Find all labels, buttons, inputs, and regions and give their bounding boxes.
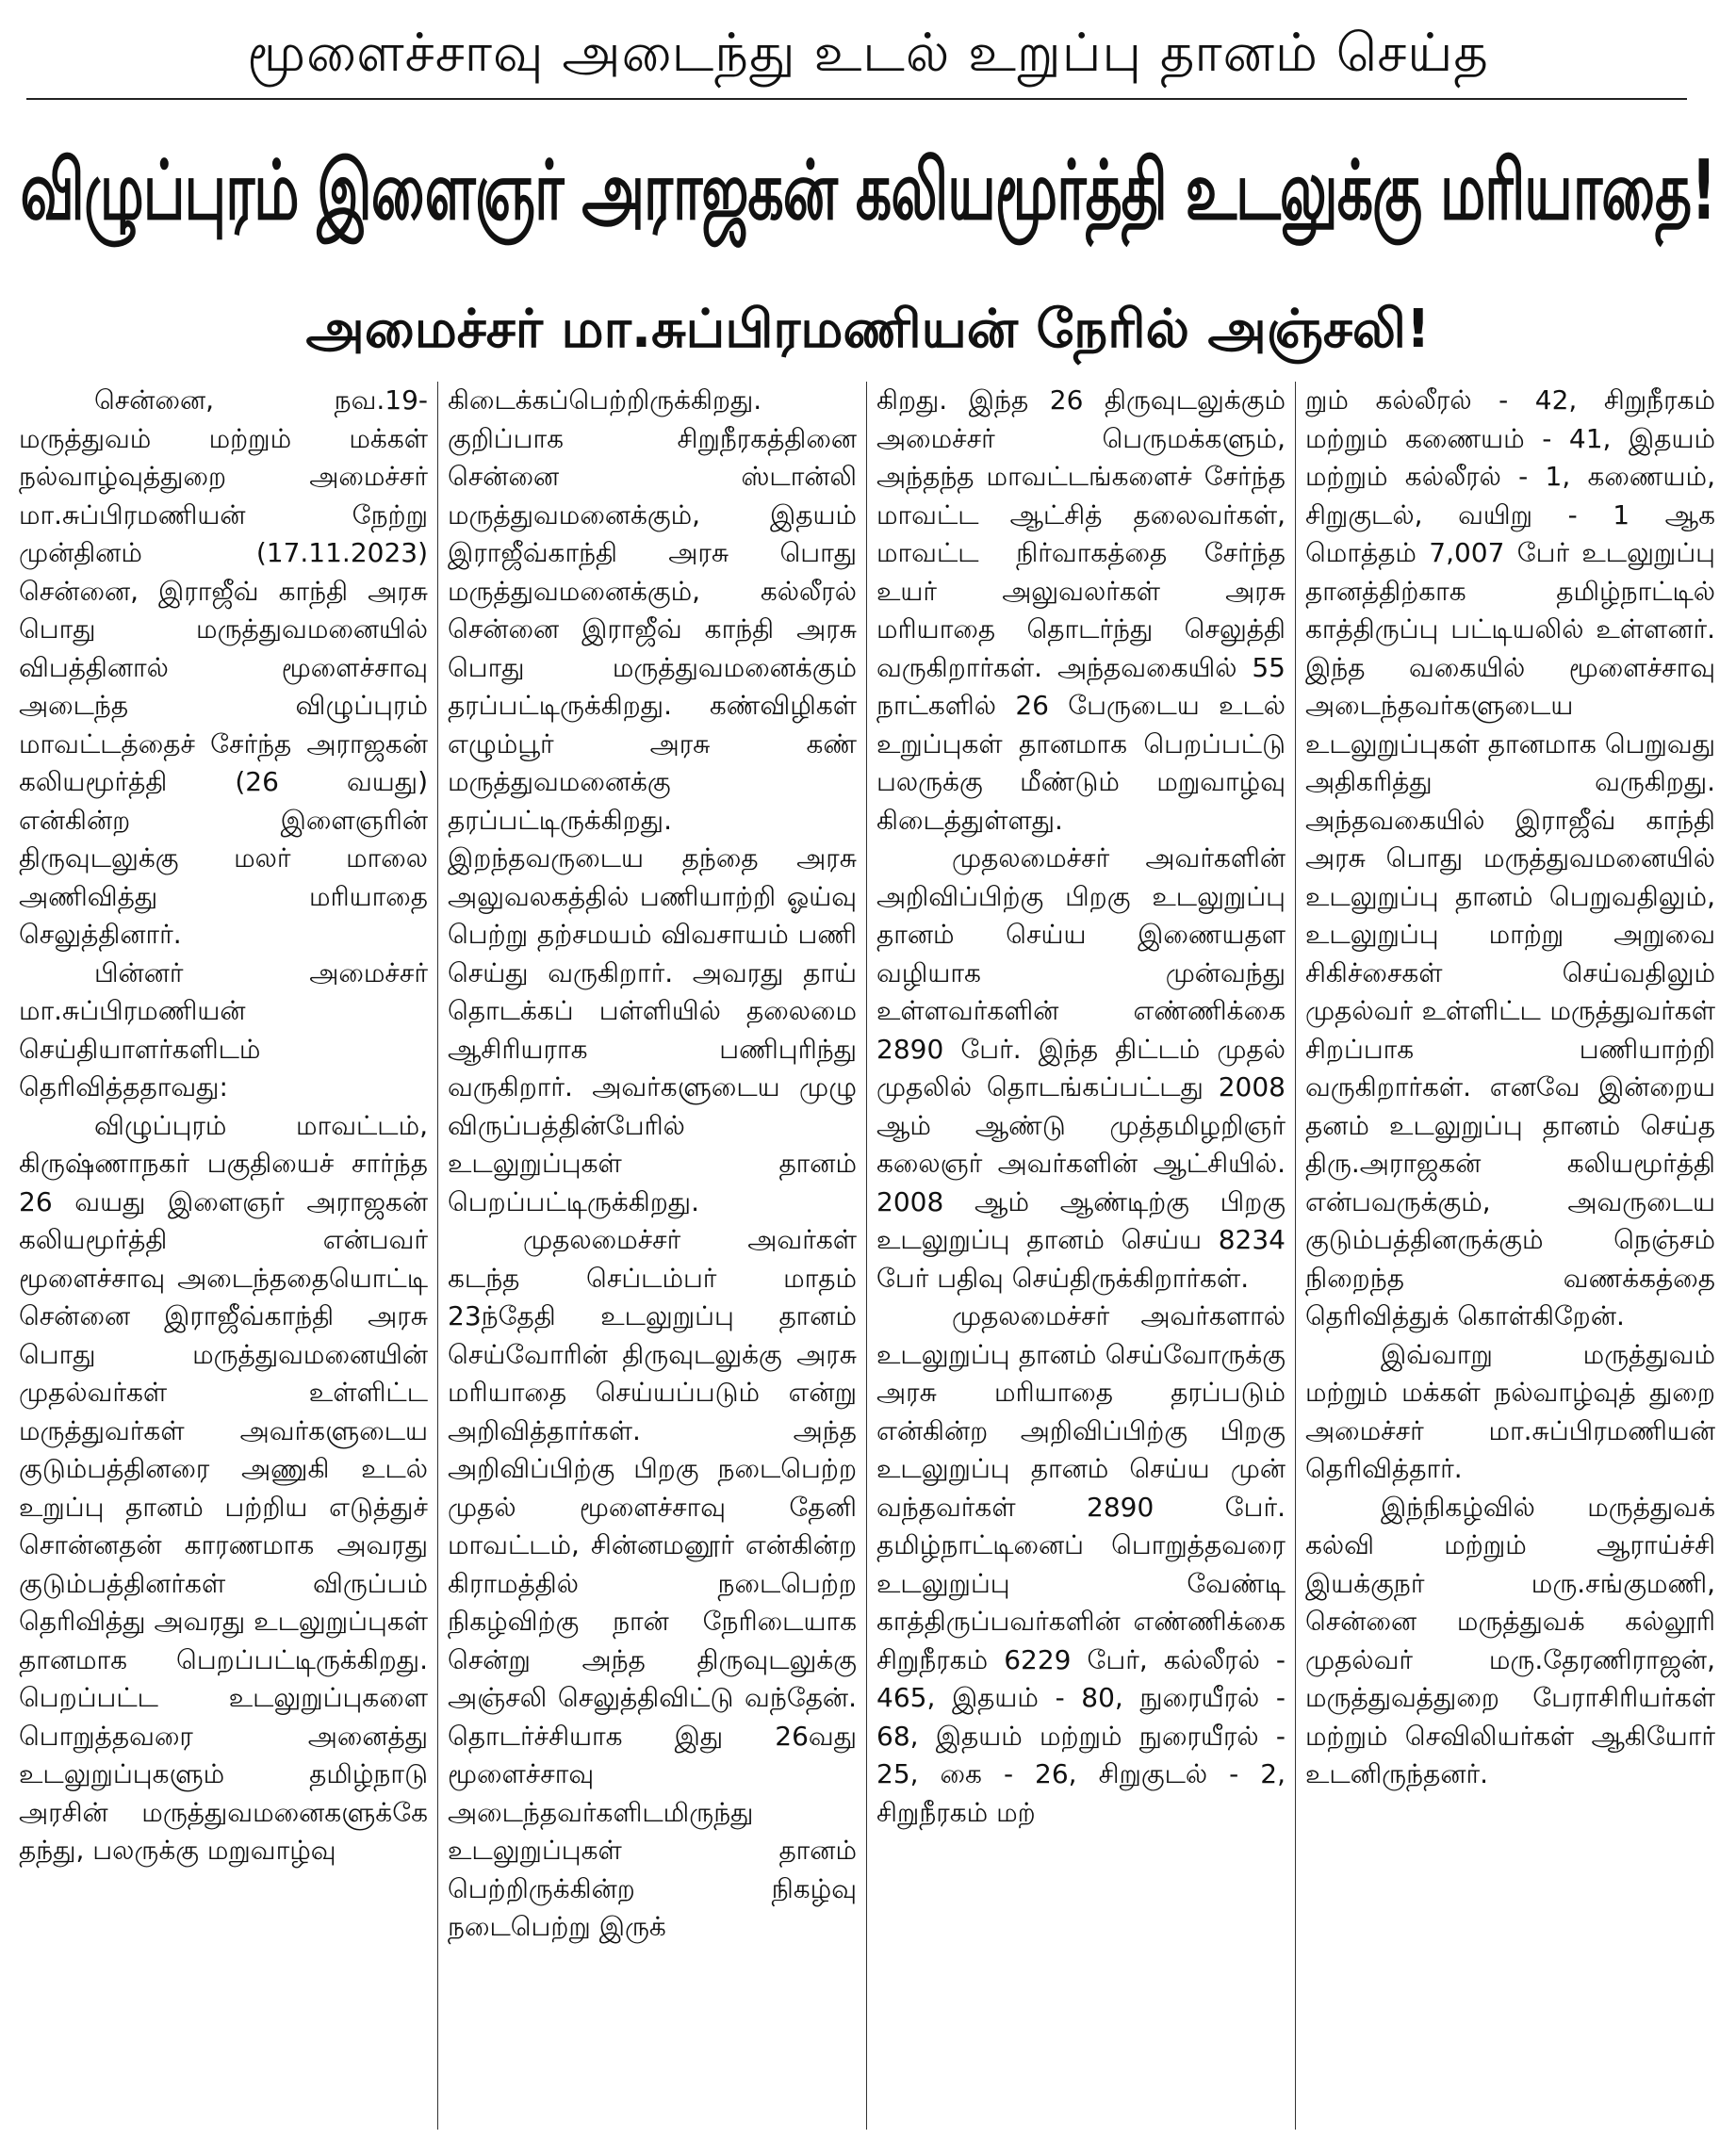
article-headline: விழுப்புரம் இளைஞர் அராஜகன் கலியமூர்த்தி உடலுக்கு மரியாதை! xyxy=(20,143,1716,239)
paragraph: இந்நிகழ்வில் மருத்துவக் கல்வி மற்றும் ஆராய்ச்சி இயக்குநர் மரு.சங்குமணி, சென்னை மருத்துவக் கல்லூரி முதல்வர் மரு.தேரணிராஜன், மருத்துவத்துறை பேராசிரியர்கள் மற்றும் செவிலியர்கள் ஆகியோர் உடனிருந்தனர். xyxy=(1305,1491,1715,1789)
paragraph: முதலமைச்சர் அவர்களின் அறிவிப்பிற்கு பிறகு உடலுறுப்பு தானம் செய்ய இணையதள வழியாக முன்வந்து உள்ளவர்களின் எண்ணிக்கை 2890 பேர். இந்த திட்டம் முதல் முதலில் தொடங்கப்பட்டது 2008 ஆம் ஆண்டு முத்தமிழறிஞர் கலைஞர் அவர்களின் ஆட்சியில். 2008 ஆம் ஆண்டிற்கு பிறகு உடலுறுப்பு தானம் செய்ய 8234 பேர் பதிவு செய்திருக்கிறார்கள். xyxy=(876,842,1286,1294)
paragraph: முதலமைச்சர் அவர்களால் உடலுறுப்பு தானம் செய்வோருக்கு அரசு மரியாதை தரப்படும் என்கின்ற அறிவிப்பிற்கு பிறகு உடலுறுப்பு தானம் செய்ய முன் வந்தவர்கள் 2890 பேர். தமிழ்நாட்டினைப் பொறுத்தவரை உடலுறுப்பு வேண்டி காத்திருப்பவர்களின் எண்ணிக்கை சிறுநீரகம் 6229 பேர், கல்லீரல் - 465, இதயம் - 80, நுரையீரல் - 68, இதயம் மற்றும் நுரையீரல் - 25, கை - 26, சிறுகுடல் - 2, சிறுநீரகம் மற் xyxy=(876,1300,1286,1828)
paragraph: இவ்வாறு மருத்துவம் மற்றும் மக்கள் நல்வாழ்வுத் துறை அமைச்சர் மா.சுப்பிரமணியன் தெரிவித்தார். xyxy=(1305,1338,1715,1484)
article-kicker: மூளைச்சாவு அடைந்து உடல் உறுப்பு தானம் செய்த xyxy=(247,23,1489,84)
paragraph: முதலமைச்சர் அவர்கள் கடந்த செப்டம்பர் மாதம் 23ந்தேதி உடலுறுப்பு தானம் செய்வோரின் திருவுடலுக்கு அரசு மரியாதை செய்யப்படும் என்று அறிவித்தார்கள். அந்த அறிவிப்பிற்கு பிறகு நடைபெற்ற முதல் மூளைச்சாவு தேனி மாவட்டம், சின்னமனூர் என்கின்ற கிராமத்தில் நடைபெற்ற நிகழ்விற்கு நான் நேரிடையாக சென்று அந்த திருவுடலுக்கு அஞ்சலி செலுத்திவிட்டு வந்தேன். தொடர்ச்சியாக இது 26வது மூளைச்சாவு அடைந்தவர்களிடமிருந்து உடலுறுப்புகள் தானம் பெற்றிருக்கின்ற நிகழ்வு நடைபெற்று இருக் xyxy=(448,1224,857,1942)
column-3 xyxy=(867,382,1296,2130)
article-subheadline: அமைச்சர் மா.சுப்பிரமணியன் நேரில் அஞ்சலி! xyxy=(305,299,1431,360)
column-4 xyxy=(1296,382,1725,2130)
paragraph: பின்னர் அமைச்சர் மா.சுப்பிரமணியன் செய்தியாளர்களிடம் தெரிவித்ததாவது: xyxy=(19,956,428,1102)
paragraph: சென்னை, நவ.19- மருத்துவம் மற்றும் மக்கள் நல்வாழ்வுத்துறை அமைச்சர் மா.சுப்பிரமணியன் நேற்று முன்தினம் (17.11.2023) சென்னை, இராஜீவ் காந்தி அரசு பொது மருத்துவமனையில் விபத்தினால் மூளைச்சாவு அடைந்த விழுப்புரம் மாவட்டத்தைச் சேர்ந்த அராஜகன் கலியமூர்த்தி (26 வயது) என்கின்ற இளைஞரின் திருவுடலுக்கு மலர் மாலை அணிவித்து மரியாதை செலுத்தினார். xyxy=(19,384,428,950)
column-2 xyxy=(438,382,867,2130)
column-1 xyxy=(9,382,438,2130)
paragraph: கிறது. இந்த 26 திருவுடலுக்கும் அமைச்சர் பெருமக்களும், அந்தந்த மாவட்டங்களைச் சேர்ந்த மாவட்ட ஆட்சித் தலைவர்கள், மாவட்ட நிர்வாகத்தை சேர்ந்த உயர் அலுவலர்கள் அரசு மரியாதை தொடர்ந்து செலுத்தி வருகிறார்கள். அந்தவகையில் 55 நாட்களில் 26 பேருடைய உடல் உறுப்புகள் தானமாக பெறப்பட்டு பலருக்கு மீண்டும் மறுவாழ்வு கிடைத்துள்ளது. xyxy=(876,384,1286,836)
paragraph: றும் கல்லீரல் - 42, சிறுநீரகம் மற்றும் கணையம் - 41, இதயம் மற்றும் கல்லீரல் - 1, கணையம், சிறுகுடல், வயிறு - 1 ஆக மொத்தம் 7,007 பேர் உடலுறுப்பு தானத்திற்காக தமிழ்நாட்டில் காத்திருப்பு பட்டியலில் உள்ளனர். இந்த வகையில் மூளைச்சாவு அடைந்தவர்களுடைய உடலுறுப்புகள் தானமாக பெறுவது அதிகரித்து வருகிறது. அந்தவகையில் இராஜீவ் காந்தி அரசு பொது மருத்துவமனையில் உடலுறுப்பு தானம் பெறுவதிலும், உடலுறுப்பு மாற்று அறுவை சிகிச்சைகள் செய்வதிலும் முதல்வர் உள்ளிட்ட மருத்துவர்கள் சிறப்பாக பணியாற்றி வருகிறார்கள். எனவே இன்றைய தனம் உடலுறுப்பு தானம் செய்த திரு.அராஜகன் கலியமூர்த்தி என்பவருக்கும், அவருடைய குடும்பத்தினருக்கும் நெஞ்சம் நிறைந்த வணக்கத்தை தெரிவித்துக் கொள்கிறேன். xyxy=(1305,384,1715,1331)
article-body xyxy=(9,382,1727,2130)
paragraph: விழுப்புரம் மாவட்டம், கிருஷ்ணாநகர் பகுதியைச் சார்ந்த 26 வயது இளைஞர் அராஜகன் கலியமூர்த்தி என்பவர் மூளைச்சாவு அடைந்ததையொட்டி சென்னை இராஜீவ்காந்தி அரசு பொது மருத்துவமனையின் முதல்வர்கள் உள்ளிட்ட மருத்துவர்கள் அவர்களுடைய குடும்பத்தினரை அணுகி உடல் உறுப்பு தானம் பற்றிய எடுத்துச் சொன்னதன் காரணமாக அவரது குடும்பத்தினர்கள் விருப்பம் தெரிவித்து அவரது உடலுறுப்புகள் தானமாக பெறப்பட்டிருக்கிறது. பெறப்பட்ட உடலுறுப்புகளை பொறுத்தவரை அனைத்து உடலுறுப்புகளும் தமிழ்நாடு அரசின் மருத்துவமனைகளுக்கே தந்து, பலருக்கு மறுவாழ்வு xyxy=(19,1109,428,1866)
paragraph: கிடைக்கப்பெற்றிருக்கிறது. குறிப்பாக சிறுநீரகத்தினை சென்னை ஸ்டான்லி மருத்துவமனைக்கும், இதயம் இராஜீவ்காந்தி அரசு பொது மருத்துவமனைக்கும், கல்லீரல் சென்னை இராஜீவ் காந்தி அரசு பொது மருத்துவமனைக்கும் தரப்பட்டிருக்கிறது. கண்விழிகள் எழும்பூர் அரசு கண் மருத்துவமனைக்கு தரப்பட்டிருக்கிறது. இறந்தவருடைய தந்தை அரசு அலுவலகத்தில் பணியாற்றி ஓய்வு பெற்று தற்சமயம் விவசாயம் பணி செய்து வருகிறார். அவரது தாய் தொடக்கப் பள்ளியில் தலைமை ஆசிரியராக பணிபுரிந்து வருகிறார். அவர்களுடைய முழு விருப்பத்தின்பேரில் உடலுறுப்புகள் தானம் பெறப்பட்டிருக்கிறது. xyxy=(448,384,857,1217)
